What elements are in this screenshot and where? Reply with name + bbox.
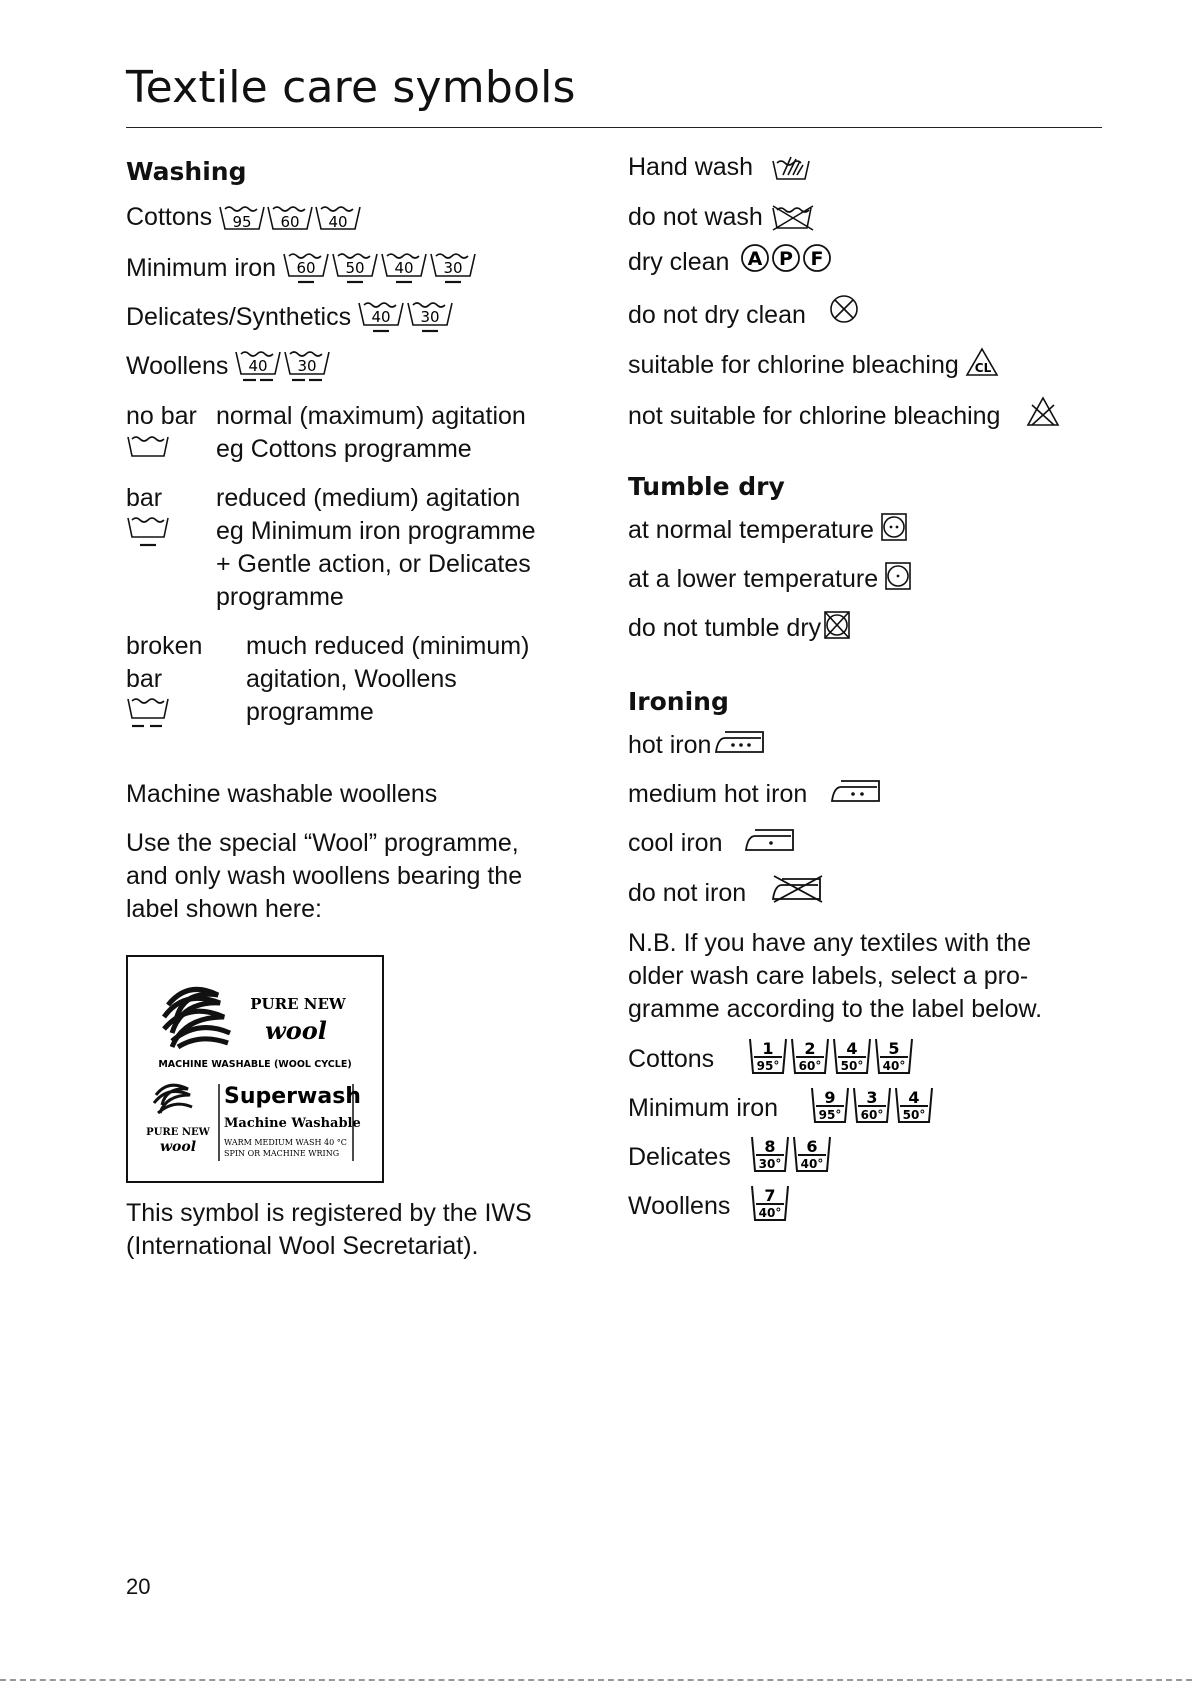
broken-bar-desc-3: programme [246, 698, 374, 726]
wool-para-line-3: label shown here: [126, 895, 322, 923]
old-wash-number: 5 [888, 1039, 900, 1058]
wool-para-line-1: Use the special “Wool” programme, [126, 829, 519, 857]
bar-desc-4: programme [216, 583, 344, 611]
old-wash-temperature: 60° [798, 1059, 822, 1073]
wash-woollens-label: Woollens [126, 351, 229, 380]
no-iron-row [628, 877, 826, 910]
wash-tub-broken-bar-icons [234, 348, 332, 384]
do-not-wash-row [628, 201, 815, 234]
old-delicates-label: Delicates [628, 1143, 731, 1171]
washing-heading: Washing [126, 157, 247, 186]
wash-tub-bar-icons [282, 250, 478, 286]
medium-iron-label: medium hot iron [628, 780, 808, 808]
broken-bar-desc-1: much reduced (minimum) [246, 632, 530, 660]
bar-desc-1: reduced (medium) agitation [216, 484, 521, 512]
old-wash-number: 8 [764, 1137, 776, 1156]
broken-bar-desc-2: agitation, Woollens [246, 665, 457, 693]
old-woollens-label: Woollens [628, 1192, 731, 1220]
bar-desc-2: eg Minimum iron programme [216, 517, 536, 545]
wash-tub-bar-icon-group [357, 299, 455, 335]
old-wash-temperature: 30° [758, 1157, 782, 1171]
page-number: 20 [126, 1574, 151, 1599]
wash-delicates-row [126, 299, 455, 335]
chlorine-no-label: not suitable for chlorine bleaching [628, 402, 1001, 430]
do-not-tumble-icon [823, 610, 851, 640]
label-spin: SPIN OR MACHINE WRING [224, 1149, 340, 1158]
dry-clean-letter-a: A [748, 247, 763, 270]
tumble-lower-label: at a lower temperature [628, 565, 879, 593]
old-wash-temperature: 40° [800, 1157, 824, 1171]
cool-iron-row [628, 827, 799, 860]
title-divider [126, 127, 1102, 128]
nb-line-2: older wash care labels, select a pro- [628, 962, 1029, 990]
dry-clean-label: dry clean [628, 248, 730, 276]
no-bar-desc-2: eg Cottons programme [216, 435, 472, 463]
old-delicates-codes [750, 1135, 840, 1175]
old-wash-temperature: 95° [818, 1108, 842, 1122]
iws-para-line-2: (International Wool Secretariat). [126, 1232, 479, 1260]
hand-wash-label: Hand wash [628, 153, 754, 181]
temp-60: 60 [280, 212, 300, 231]
ironing-heading: Ironing [628, 687, 729, 716]
old-cottons-codes [748, 1037, 918, 1077]
do-not-dry-clean-icon [828, 292, 860, 326]
woolmark-icon [164, 989, 230, 1047]
old-wash-number: 2 [804, 1039, 816, 1058]
do-not-dry-clean-label: do not dry clean [628, 301, 806, 329]
wash-woollens-row [126, 348, 332, 384]
old-woollens-codes [750, 1184, 795, 1224]
do-not-wash-icon [769, 204, 815, 232]
temp-30: 30 [420, 308, 440, 326]
wash-tub-icon [126, 434, 170, 460]
chlorine-ok-row [628, 349, 999, 382]
label-machine-washable-2: Machine Washable [224, 1116, 361, 1131]
tumble-normal-row [628, 514, 908, 547]
label-wool: wool [265, 1016, 327, 1045]
chlorine-no-row [628, 400, 1060, 433]
bar-desc-3: + Gentle action, or Delicates [216, 550, 531, 578]
iws-para-line-1: This symbol is registered by the IWS [126, 1199, 532, 1227]
hot-iron-icon [713, 728, 769, 756]
cool-iron-label: cool iron [628, 829, 723, 857]
medium-iron-icon [829, 777, 885, 805]
no-iron-label: do not iron [628, 879, 747, 907]
wash-cottons-label: Cottons [126, 203, 213, 231]
old-cottons-label: Cottons [628, 1045, 715, 1073]
old-wash-temperature: 60° [860, 1108, 884, 1122]
wash-tub-broken-bar-icon [126, 696, 170, 730]
tumble-lower-icon [884, 561, 912, 591]
label-warm-medium: WARM MEDIUM WASH 40 °C [224, 1138, 347, 1147]
temp-30: 30 [443, 259, 463, 277]
tumble-lower-row [628, 563, 912, 596]
wash-cottons-row [126, 201, 362, 234]
temp-30: 30 [297, 357, 317, 375]
old-wash-number: 9 [824, 1088, 836, 1107]
dry-clean-row [628, 246, 835, 279]
page-title: Textile care symbols [126, 62, 576, 113]
tumble-normal-label: at normal temperature [628, 516, 874, 544]
chlorine-triangle-icon [965, 346, 999, 378]
old-wash-number: 3 [866, 1088, 878, 1107]
wash-tub-bar-icon [126, 515, 170, 549]
do-not-iron-icon [770, 874, 826, 904]
medium-iron-row [628, 778, 885, 811]
wash-tub-broken-bar-icon-group [234, 348, 332, 384]
tumble-no-row [628, 612, 851, 645]
old-wash-number: 1 [762, 1039, 774, 1058]
wool-para-line-2: and only wash woollens bearing the [126, 862, 523, 890]
tumble-normal-icon [880, 512, 908, 542]
chlorine-ok-label: suitable for chlorine bleaching [628, 351, 959, 379]
hot-iron-row [628, 729, 769, 762]
tumble-no-label: do not tumble dry [628, 614, 822, 642]
chlorine-cl-mark: CL [974, 360, 991, 375]
old-wash-temperature: 40° [882, 1059, 906, 1073]
cool-iron-icon [743, 826, 799, 854]
hot-iron-label: hot iron [628, 731, 712, 759]
old-wash-temperature: 40° [758, 1206, 782, 1220]
dry-clean-icons [739, 241, 835, 275]
woolmark-label [126, 955, 384, 1183]
old-wash-temperature: 95° [756, 1059, 780, 1073]
wash-minimum-iron-row [126, 250, 478, 286]
do-not-dry-clean-row [628, 299, 860, 332]
label-pure-new: PURE NEW [250, 995, 346, 1013]
label-pure-new-small: PURE NEW [146, 1127, 210, 1138]
nb-line-1: N.B. If you have any textiles with the [628, 929, 1031, 957]
nb-line-3: gramme according to the label below. [628, 995, 1043, 1023]
old-wash-number: 4 [846, 1039, 858, 1058]
woolmark-small-icon [154, 1085, 192, 1113]
dry-clean-letter-p: P [779, 247, 794, 270]
old-wash-temperature: 50° [902, 1108, 926, 1122]
old-wash-number: 6 [806, 1137, 818, 1156]
temp-40: 40 [248, 357, 268, 375]
hand-wash-icon [769, 153, 813, 183]
temp-40: 40 [328, 212, 348, 231]
temp-40: 40 [371, 308, 391, 326]
bar-term: bar [126, 484, 163, 512]
wash-tub-icons [218, 203, 362, 233]
wash-delicates-label: Delicates/Synthetics [126, 302, 352, 331]
no-bar-term: no bar [126, 402, 197, 430]
no-bar-desc-1: normal (maximum) agitation [216, 402, 526, 430]
temp-50: 50 [345, 259, 365, 277]
page-edge-dashes [0, 1679, 1192, 1682]
old-wash-temperature: 50° [840, 1059, 864, 1073]
no-chlorine-icon [1026, 395, 1060, 429]
broken-bar-term-1: broken [126, 632, 203, 660]
old-minimum-iron-label: Minimum iron [628, 1094, 779, 1122]
temp-95: 95 [232, 212, 252, 231]
old-wash-number: 4 [908, 1088, 920, 1107]
machine-washable-woollens: Machine washable woollens [126, 780, 438, 808]
dry-clean-letter-f: F [810, 247, 824, 270]
wash-tub-icon-group [218, 203, 362, 233]
old-minimum-iron-codes [810, 1086, 940, 1126]
temp-60: 60 [296, 259, 316, 277]
do-not-wash-label: do not wash [628, 203, 763, 231]
label-machine-washable: MACHINE WASHABLE (WOOL CYCLE) [158, 1059, 352, 1070]
hand-wash-row [628, 151, 813, 184]
label-wool-small: wool [159, 1139, 197, 1155]
woolmark-logo-image [128, 957, 382, 1181]
temp-40: 40 [394, 259, 414, 277]
wash-tub-bar-icon-group [282, 250, 478, 286]
tumble-dry-heading: Tumble dry [628, 472, 785, 501]
old-wash-number: 7 [764, 1186, 776, 1205]
broken-bar-term-2: bar [126, 665, 163, 693]
wash-minimum-iron-label: Minimum iron [126, 253, 277, 282]
wash-tub-bar-icons [357, 299, 455, 335]
label-superwash: Superwash [224, 1084, 361, 1109]
